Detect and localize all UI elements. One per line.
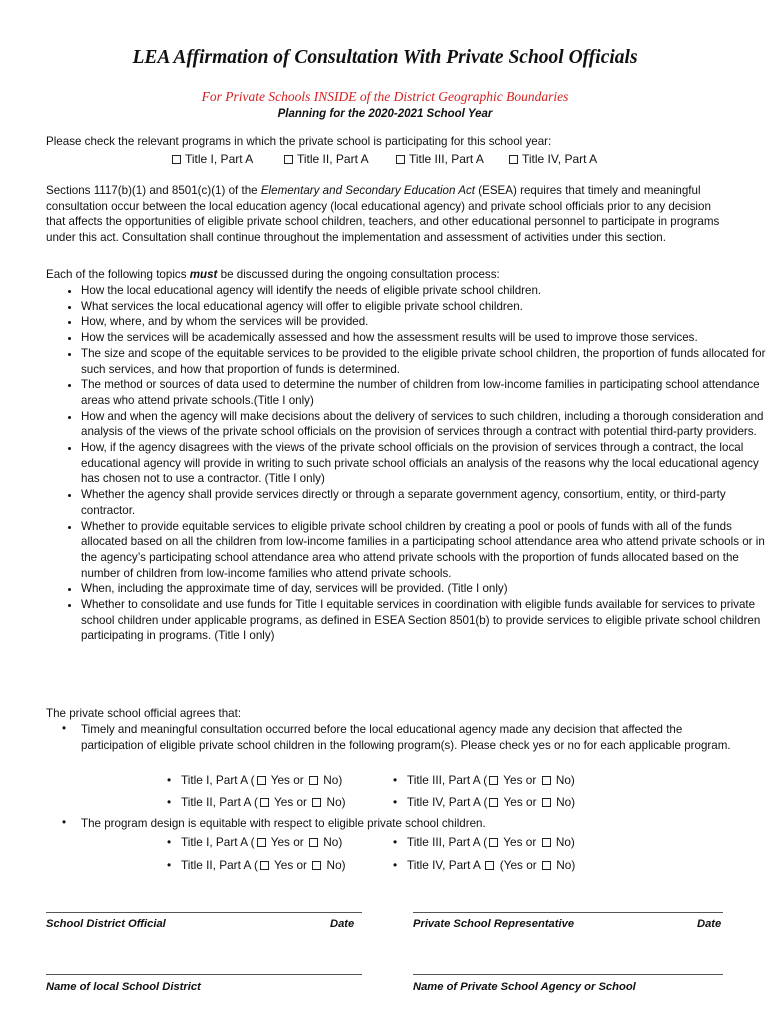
no-checkbox[interactable] [312,861,321,870]
bullet: • [62,722,67,735]
list-item: • The size and scope of the equitable services to be provided to the eligible private school children, the proportion of funds allocated for such services, and how that proportion of funds is determined. [81,346,770,377]
no-checkbox[interactable] [542,861,551,870]
list-item: • Whether to provide equitable services to eligible private school children by creating a pool or pools of funds with all of the funds allocated based on all the children from low-income families in a participating school attendance area who attend private schools or in the agency’s participating school attendance area who attend private schools with the proportion of funds allocated based on the number of children from low-income families who attend private schools. [81,519,770,582]
date-label: Date [330,918,355,930]
option-title-3-consult: • Title III, Part A ( Yes or No) [393,773,575,787]
private-rep-label: Private School Representative [413,918,575,930]
yes-checkbox[interactable] [257,776,266,785]
no-checkbox[interactable] [309,776,318,785]
private-name-label: Name of Private School Agency or School [413,981,636,993]
checkbox[interactable] [284,155,293,164]
list-item: • How, where, and by whom the services will be provided. [81,314,770,330]
district-name-label: Name of local School District [46,981,201,993]
no-checkbox[interactable] [542,798,551,807]
signature-line-district-official[interactable] [46,912,362,913]
agreement-equitable: The program design is equitable with respect to eligible private school children. [81,817,486,830]
yes-checkbox[interactable] [489,838,498,847]
no-checkbox[interactable] [542,776,551,785]
option-title-1-equitable: • Title I, Part A ( Yes or No) [167,835,343,849]
no-checkbox[interactable] [542,838,551,847]
list-item: • Whether the agency shall provide services directly or through a separate government agency, consortium, entity, or third-party contractor. [81,487,770,518]
checkbox[interactable] [485,861,494,870]
signature-line-private-name[interactable] [413,974,723,975]
yes-checkbox[interactable] [489,798,498,807]
list-item: • How, if the agency disagrees with the views of the private school officials on the provision of services through a contract, the local educational agency will provide in writing to such private school officials an analysis of the reasons why the local educational agency has chosen not to use a contractor. (Title I only) [81,440,770,487]
planning-year: Planning for the 2020-2021 School Year [277,108,493,120]
yes-checkbox[interactable] [260,861,269,870]
check-intro: Please check the relevant programs in which the private school is participating for this school year: [46,135,552,148]
list-item: • How and when the agency will make decisions about the delivery of services to such children, including a thorough consideration and analysis of the views of the private school officials on the provision of services through a contract with potential third-party providers. [81,409,770,440]
topics-list [46,283,770,644]
list-item: • How the services will be academically assessed and how the assessment results will be used to improve those services. [81,330,770,346]
topics-intro: Each of the following topics must be discussed during the ongoing consultation process: [46,268,500,281]
no-checkbox[interactable] [312,798,321,807]
yes-checkbox[interactable] [257,838,266,847]
program-option-title-1[interactable]: Title I, Part A [172,152,253,166]
program-option-title-2[interactable]: Title II, Part A [284,152,369,166]
yes-checkbox[interactable] [260,798,269,807]
signature-line-district-name[interactable] [46,974,362,975]
checkbox[interactable] [172,155,181,164]
option-title-4-equitable: • Title IV, Part A (Yes or No) [393,858,576,872]
list-item: • What services the local educational agency will offer to eligible private school children. [81,299,770,315]
no-checkbox[interactable] [309,838,318,847]
agreement-consultation: Timely and meaningful consultation occurred before the local educational agency made any decision that affected the participation of eligible private school children in the following program(s). Please check yes or no for each applicable program. [81,723,731,752]
date-label: Date [697,918,722,930]
bullet: • [62,816,67,829]
checkbox[interactable] [509,155,518,164]
district-official-label: School District Official [46,918,166,930]
list-item: • When, including the approximate time of day, services will be provided. (Title I only) [81,581,770,597]
sections-paragraph: Sections 1117(b)(1) and 8501(c)(1) of the Elementary and Secondary Education Act (ESEA) requires that timely and meaningful consultation occur between the local education agency (local educational agency) and private school officials prior to any decision that affects the opportunities of eligible private school children, teachers, and other educational personnel to participate in programs under this act. Consultation shall continue throughout the implementation and assessment of activities under this section. [46,184,720,245]
list-item: • How the local educational agency will identify the needs of eligible private school children. [81,283,770,299]
option-title-1-consult: • Title I, Part A ( Yes or No) [167,773,343,787]
list-item: • The method or sources of data used to determine the number of children from low-income families in participating school attendance areas who attend private schools.(Title I only) [81,377,770,408]
option-title-3-equitable: • Title III, Part A ( Yes or No) [393,835,575,849]
option-title-2-equitable: • Title II, Part A ( Yes or No) [167,858,346,872]
list-item: • Whether to consolidate and use funds for Title I equitable services in coordination with eligible funds available for services to private school children under applicable programs, as defined in ESEA Section 8501(b) to provide services to eligible private school children participating in programs. (Title I only) [81,597,770,644]
checkbox[interactable] [396,155,405,164]
option-title-4-consult: • Title IV, Part A ( Yes or No) [393,795,576,809]
option-title-2-consult: • Title II, Part A ( Yes or No) [167,795,346,809]
yes-checkbox[interactable] [489,776,498,785]
page-subtitle: For Private Schools INSIDE of the District Geographic Boundaries [201,89,569,104]
program-option-title-3[interactable]: Title III, Part A [396,152,484,166]
page-title: LEA Affirmation of Consultation With Private School Officials [132,47,638,68]
signature-line-private-rep[interactable] [413,912,723,913]
program-option-title-4[interactable]: Title IV, Part A [509,152,597,166]
agrees-intro: The private school official agrees that: [46,707,242,720]
